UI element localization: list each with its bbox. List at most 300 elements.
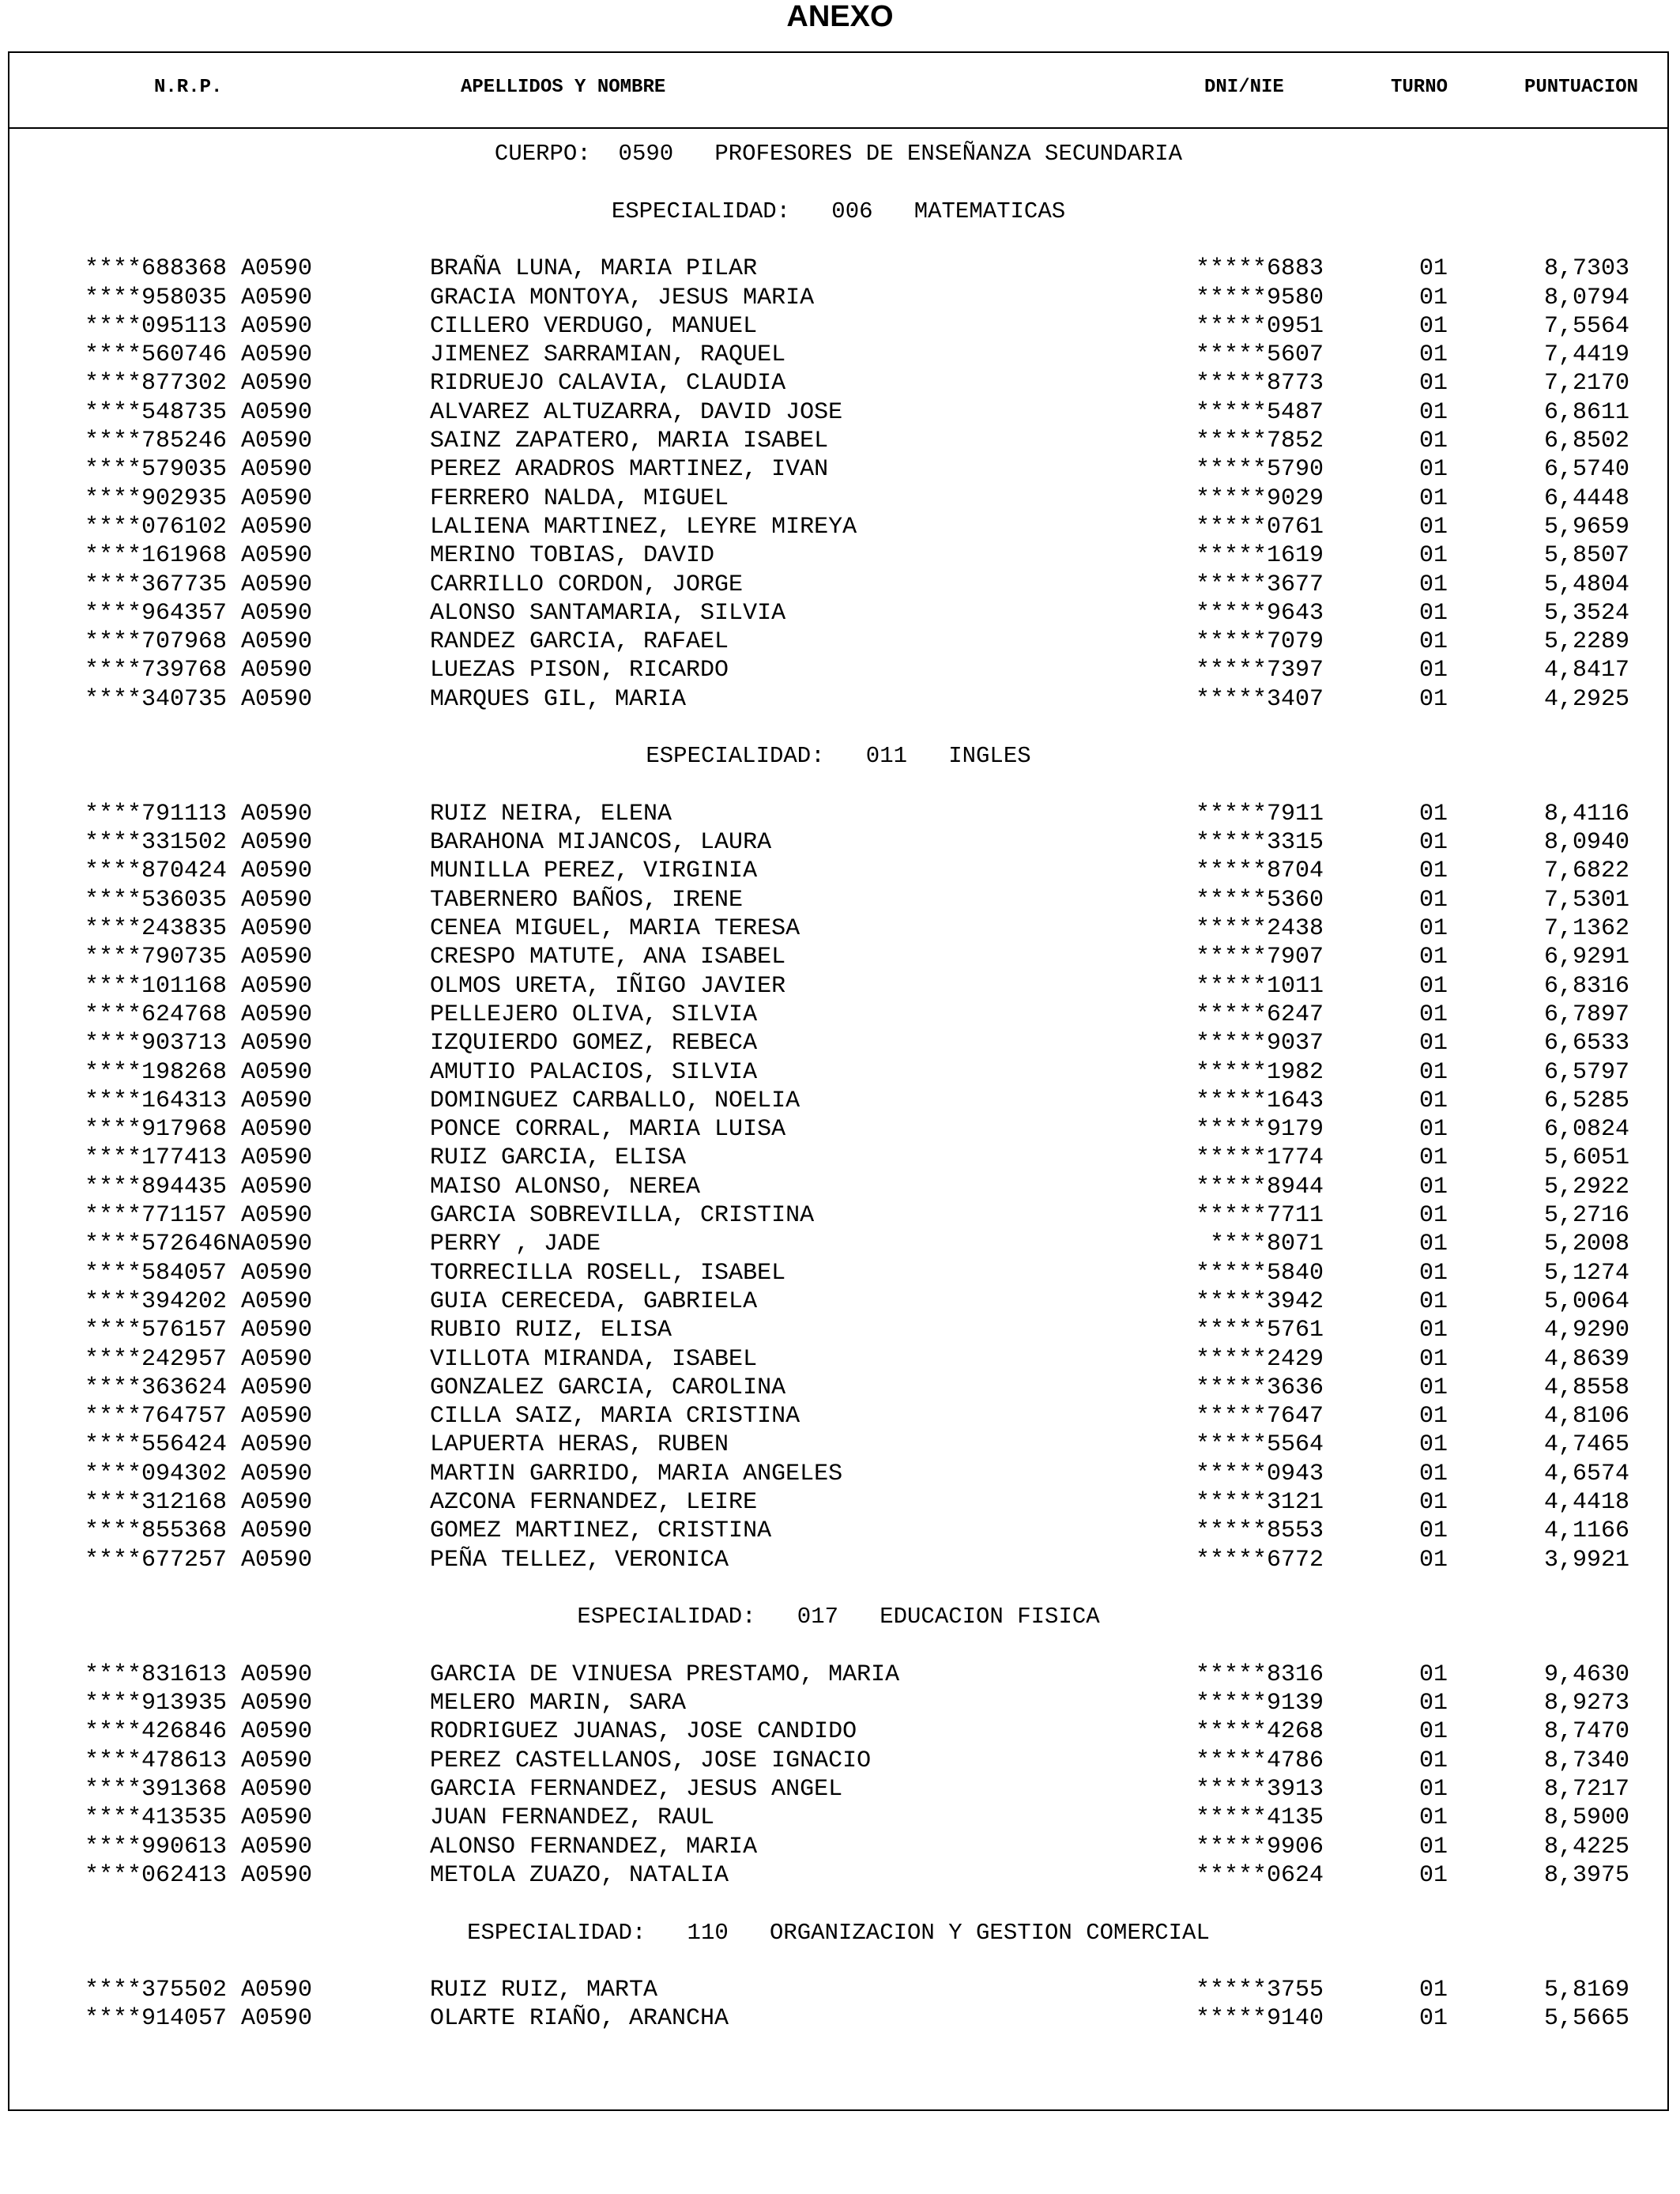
nrp-cell: ****363624 A0590 bbox=[85, 1374, 313, 1401]
name-cell: PEREZ CASTELLANOS, JOSE IGNACIO bbox=[430, 1747, 872, 1774]
name-cell: RUBIO RUIZ, ELISA bbox=[430, 1317, 672, 1344]
table-row bbox=[9, 1144, 1667, 1172]
turno-cell: 01 bbox=[1419, 1690, 1448, 1717]
name-cell: IZQUIERDO GOMEZ, REBECA bbox=[430, 1030, 758, 1057]
nrp-cell: ****536035 A0590 bbox=[85, 887, 313, 914]
table-row bbox=[9, 1976, 1667, 2004]
puntuacion-cell: 8,7217 bbox=[1543, 1776, 1629, 1803]
especialidad-heading: ESPECIALIDAD: 011 INGLES bbox=[646, 743, 1031, 769]
table-row bbox=[9, 1689, 1667, 1717]
nrp-cell: ****478613 A0590 bbox=[85, 1747, 313, 1774]
table-row bbox=[9, 685, 1667, 714]
name-cell: LUEZAS PISON, RICARDO bbox=[430, 657, 729, 684]
dni-cell: *****7907 bbox=[1195, 944, 1324, 971]
nrp-cell: ****375502 A0590 bbox=[85, 1977, 313, 2004]
dni-cell: *****3942 bbox=[1195, 1288, 1324, 1315]
table-row bbox=[9, 1058, 1667, 1087]
dni-cell: *****6247 bbox=[1195, 1001, 1324, 1028]
table-row bbox=[9, 1488, 1667, 1517]
table-row bbox=[9, 312, 1667, 341]
table-row bbox=[9, 513, 1667, 541]
puntuacion-cell: 4,8106 bbox=[1543, 1403, 1629, 1430]
turno-cell: 01 bbox=[1419, 1517, 1448, 1544]
table-row bbox=[9, 455, 1667, 484]
dni-cell: *****8704 bbox=[1195, 858, 1324, 884]
puntuacion-cell: 6,0824 bbox=[1543, 1116, 1629, 1143]
dni-cell: *****7647 bbox=[1195, 1403, 1324, 1430]
turno-cell: 01 bbox=[1419, 1461, 1448, 1487]
table-row bbox=[9, 369, 1667, 398]
dni-cell: *****8553 bbox=[1195, 1517, 1324, 1544]
table-row bbox=[9, 1230, 1667, 1258]
nrp-cell: ****560746 A0590 bbox=[85, 341, 313, 368]
turno-cell: 01 bbox=[1419, 686, 1448, 713]
name-cell: RIDRUEJO CALAVIA, CLAUDIA bbox=[430, 370, 786, 397]
column-header-turno: TURNO bbox=[1391, 77, 1448, 98]
table-row bbox=[9, 1001, 1667, 1029]
table-header bbox=[9, 53, 1667, 129]
table-row bbox=[9, 1345, 1667, 1374]
puntuacion-cell: 5,5665 bbox=[1543, 2005, 1629, 2032]
puntuacion-cell: 7,2170 bbox=[1543, 370, 1629, 397]
turno-cell: 01 bbox=[1419, 801, 1448, 827]
table-row bbox=[9, 1775, 1667, 1804]
turno-cell: 01 bbox=[1419, 1489, 1448, 1516]
table-row bbox=[9, 1316, 1667, 1344]
puntuacion-cell: 6,9291 bbox=[1543, 944, 1629, 971]
table-row bbox=[9, 341, 1667, 369]
turno-cell: 01 bbox=[1419, 1346, 1448, 1373]
nrp-cell: ****831613 A0590 bbox=[85, 1661, 313, 1688]
name-cell: GARCIA FERNANDEZ, JESUS ANGEL bbox=[430, 1776, 843, 1803]
turno-cell: 01 bbox=[1419, 514, 1448, 541]
nrp-cell: ****739768 A0590 bbox=[85, 657, 313, 684]
turno-cell: 01 bbox=[1419, 628, 1448, 655]
name-cell: RUIZ GARCIA, ELISA bbox=[430, 1144, 687, 1171]
name-cell: CILLA SAIZ, MARIA CRISTINA bbox=[430, 1403, 800, 1430]
table-row bbox=[9, 599, 1667, 628]
puntuacion-cell: 8,4225 bbox=[1543, 1834, 1629, 1860]
dni-cell: *****2438 bbox=[1195, 915, 1324, 942]
turno-cell: 01 bbox=[1419, 1661, 1448, 1688]
turno-cell: 01 bbox=[1419, 973, 1448, 1000]
table-row bbox=[9, 1661, 1667, 1689]
puntuacion-cell: 7,1362 bbox=[1543, 915, 1629, 942]
turno-cell: 01 bbox=[1419, 571, 1448, 598]
puntuacion-cell: 4,8558 bbox=[1543, 1374, 1629, 1401]
table-row bbox=[9, 1402, 1667, 1431]
table-row bbox=[9, 2004, 1667, 2033]
puntuacion-cell: 4,1166 bbox=[1543, 1517, 1629, 1544]
name-cell: MAISO ALONSO, NEREA bbox=[430, 1174, 701, 1201]
table-row bbox=[9, 427, 1667, 455]
table-row bbox=[9, 1717, 1667, 1746]
name-cell: TABERNERO BAÑOS, IRENE bbox=[430, 887, 744, 914]
table-row bbox=[9, 656, 1667, 684]
nrp-cell: ****624768 A0590 bbox=[85, 1001, 313, 1028]
nrp-cell: ****894435 A0590 bbox=[85, 1174, 313, 1201]
puntuacion-cell: 5,2008 bbox=[1543, 1231, 1629, 1257]
nrp-cell: ****677257 A0590 bbox=[85, 1547, 313, 1574]
turno-cell: 01 bbox=[1419, 2005, 1448, 2032]
nrp-cell: ****576157 A0590 bbox=[85, 1317, 313, 1344]
dni-cell: *****5840 bbox=[1195, 1260, 1324, 1287]
turno-cell: 01 bbox=[1419, 1144, 1448, 1171]
table-row bbox=[9, 1287, 1667, 1316]
dni-cell: *****8944 bbox=[1195, 1174, 1324, 1201]
puntuacion-cell: 9,4630 bbox=[1543, 1661, 1629, 1688]
puntuacion-cell: 4,2925 bbox=[1543, 686, 1629, 713]
name-cell: BRAÑA LUNA, MARIA PILAR bbox=[430, 255, 758, 282]
nrp-cell: ****785246 A0590 bbox=[85, 428, 313, 454]
name-cell: MERINO TOBIAS, DAVID bbox=[430, 542, 715, 569]
nrp-cell: ****413535 A0590 bbox=[85, 1804, 313, 1831]
table-row bbox=[9, 1201, 1667, 1230]
turno-cell: 01 bbox=[1419, 1202, 1448, 1229]
dni-cell: *****3677 bbox=[1195, 571, 1324, 598]
especialidad-heading: ESPECIALIDAD: 017 EDUCACION FISICA bbox=[577, 1604, 1100, 1630]
name-cell: MUNILLA PEREZ, VIRGINIA bbox=[430, 858, 758, 884]
nrp-cell: ****914057 A0590 bbox=[85, 2005, 313, 2032]
nrp-cell: ****312168 A0590 bbox=[85, 1489, 313, 1516]
turno-cell: 01 bbox=[1419, 1776, 1448, 1803]
puntuacion-cell: 5,2289 bbox=[1543, 628, 1629, 655]
dni-cell: *****3121 bbox=[1195, 1489, 1324, 1516]
dni-cell: *****7852 bbox=[1195, 428, 1324, 454]
table-row bbox=[9, 571, 1667, 599]
puntuacion-cell: 6,5797 bbox=[1543, 1059, 1629, 1086]
table-row bbox=[9, 828, 1667, 857]
table-row bbox=[9, 1517, 1667, 1545]
name-cell: ALVAREZ ALTUZARRA, DAVID JOSE bbox=[430, 399, 843, 426]
name-cell: PEÑA TELLEZ, VERONICA bbox=[430, 1547, 729, 1574]
name-cell: JIMENEZ SARRAMIAN, RAQUEL bbox=[430, 341, 786, 368]
name-cell: METOLA ZUAZO, NATALIA bbox=[430, 1862, 729, 1889]
dni-cell: *****6883 bbox=[1195, 255, 1324, 282]
dni-cell: *****0624 bbox=[1195, 1862, 1324, 1889]
turno-cell: 01 bbox=[1419, 1747, 1448, 1774]
nrp-cell: ****243835 A0590 bbox=[85, 915, 313, 942]
nrp-cell: ****870424 A0590 bbox=[85, 858, 313, 884]
column-header-name: APELLIDOS Y NOMBRE bbox=[461, 77, 666, 98]
name-cell: FERRERO NALDA, MIGUEL bbox=[430, 485, 729, 512]
turno-cell: 01 bbox=[1419, 1374, 1448, 1401]
table-row bbox=[9, 800, 1667, 828]
nrp-cell: ****394202 A0590 bbox=[85, 1288, 313, 1315]
name-cell: PEREZ ARADROS MARTINEZ, IVAN bbox=[430, 456, 829, 483]
dni-cell: *****1643 bbox=[1195, 1088, 1324, 1114]
dni-cell: *****6772 bbox=[1195, 1547, 1324, 1574]
dni-cell: *****3636 bbox=[1195, 1374, 1324, 1401]
turno-cell: 01 bbox=[1419, 1231, 1448, 1257]
puntuacion-cell: 6,7897 bbox=[1543, 1001, 1629, 1028]
dni-cell: *****9139 bbox=[1195, 1690, 1324, 1717]
dni-cell: *****4135 bbox=[1195, 1804, 1324, 1831]
table-row bbox=[9, 1804, 1667, 1832]
column-header-nrp: N.R.P. bbox=[154, 77, 223, 98]
dni-cell: *****2429 bbox=[1195, 1346, 1324, 1373]
especialidad-heading: ESPECIALIDAD: 006 MATEMATICAS bbox=[611, 198, 1066, 224]
name-cell: RANDEZ GARCIA, RAFAEL bbox=[430, 628, 729, 655]
puntuacion-cell: 7,4419 bbox=[1543, 341, 1629, 368]
nrp-cell: ****790735 A0590 bbox=[85, 944, 313, 971]
turno-cell: 01 bbox=[1419, 485, 1448, 512]
turno-cell: 01 bbox=[1419, 1403, 1448, 1430]
dni-cell: *****7079 bbox=[1195, 628, 1324, 655]
column-header-puntuacion: PUNTUACION bbox=[1524, 77, 1639, 98]
table-row bbox=[9, 857, 1667, 885]
name-cell: SAINZ ZAPATERO, MARIA ISABEL bbox=[430, 428, 829, 454]
dni-cell: *****3913 bbox=[1195, 1776, 1324, 1803]
turno-cell: 01 bbox=[1419, 1862, 1448, 1889]
name-cell: GARCIA DE VINUESA PRESTAMO, MARIA bbox=[430, 1661, 900, 1688]
table-row bbox=[9, 972, 1667, 1001]
puntuacion-cell: 8,0794 bbox=[1543, 285, 1629, 311]
puntuacion-cell: 4,8417 bbox=[1543, 657, 1629, 684]
turno-cell: 01 bbox=[1419, 1977, 1448, 2004]
puntuacion-cell: 6,6533 bbox=[1543, 1030, 1629, 1057]
name-cell: AMUTIO PALACIOS, SILVIA bbox=[430, 1059, 758, 1086]
turno-cell: 01 bbox=[1419, 399, 1448, 426]
nrp-cell: ****855368 A0590 bbox=[85, 1517, 313, 1544]
puntuacion-cell: 8,9273 bbox=[1543, 1690, 1629, 1717]
table-row bbox=[9, 1460, 1667, 1488]
puntuacion-cell: 5,4804 bbox=[1543, 571, 1629, 598]
table-row bbox=[9, 541, 1667, 570]
nrp-cell: ****990613 A0590 bbox=[85, 1834, 313, 1860]
column-header-dni: DNI/NIE bbox=[1204, 77, 1284, 98]
table-row bbox=[9, 284, 1667, 312]
puntuacion-cell: 8,5900 bbox=[1543, 1804, 1629, 1831]
dni-cell: *****8773 bbox=[1195, 370, 1324, 397]
nrp-cell: ****094302 A0590 bbox=[85, 1461, 313, 1487]
puntuacion-cell: 6,8611 bbox=[1543, 399, 1629, 426]
name-cell: LALIENA MARTINEZ, LEYRE MIREYA bbox=[430, 514, 857, 541]
dni-cell: *****4786 bbox=[1195, 1747, 1324, 1774]
cuerpo-heading: CUERPO: 0590 PROFESORES DE ENSEÑANZA SECUNDARIA bbox=[494, 141, 1183, 167]
puntuacion-cell: 6,5285 bbox=[1543, 1088, 1629, 1114]
dni-cell: *****3315 bbox=[1195, 829, 1324, 856]
table-row bbox=[9, 886, 1667, 914]
dni-cell: *****3407 bbox=[1195, 686, 1324, 713]
turno-cell: 01 bbox=[1419, 255, 1448, 282]
dni-cell: *****9580 bbox=[1195, 285, 1324, 311]
puntuacion-cell: 4,8639 bbox=[1543, 1346, 1629, 1373]
nrp-cell: ****340735 A0590 bbox=[85, 686, 313, 713]
puntuacion-cell: 5,3524 bbox=[1543, 600, 1629, 627]
dni-cell: *****0951 bbox=[1195, 313, 1324, 340]
turno-cell: 01 bbox=[1419, 657, 1448, 684]
table-row bbox=[9, 398, 1667, 427]
puntuacion-cell: 4,9290 bbox=[1543, 1317, 1629, 1344]
puntuacion-cell: 8,7303 bbox=[1543, 255, 1629, 282]
dni-cell: *****8316 bbox=[1195, 1661, 1324, 1688]
dni-cell: *****5761 bbox=[1195, 1317, 1324, 1344]
nrp-cell: ****791113 A0590 bbox=[85, 801, 313, 827]
dni-cell: *****4268 bbox=[1195, 1718, 1324, 1745]
table-row bbox=[9, 1115, 1667, 1144]
nrp-cell: ****579035 A0590 bbox=[85, 456, 313, 483]
turno-cell: 01 bbox=[1419, 1288, 1448, 1315]
turno-cell: 01 bbox=[1419, 428, 1448, 454]
puntuacion-cell: 5,0064 bbox=[1543, 1288, 1629, 1315]
table-row bbox=[9, 1747, 1667, 1775]
puntuacion-cell: 4,4418 bbox=[1543, 1489, 1629, 1516]
puntuacion-cell: 5,9659 bbox=[1543, 514, 1629, 541]
dni-cell: *****9037 bbox=[1195, 1030, 1324, 1057]
nrp-cell: ****572646NA0590 bbox=[85, 1231, 313, 1257]
turno-cell: 01 bbox=[1419, 313, 1448, 340]
dni-cell: *****5790 bbox=[1195, 456, 1324, 483]
table-row bbox=[9, 1833, 1667, 1861]
nrp-cell: ****556424 A0590 bbox=[85, 1431, 313, 1458]
puntuacion-cell: 8,7340 bbox=[1543, 1747, 1629, 1774]
dni-cell: *****7911 bbox=[1195, 801, 1324, 827]
nrp-cell: ****198268 A0590 bbox=[85, 1059, 313, 1086]
nrp-cell: ****771157 A0590 bbox=[85, 1202, 313, 1229]
dni-cell: *****9029 bbox=[1195, 485, 1324, 512]
puntuacion-cell: 8,4116 bbox=[1543, 801, 1629, 827]
turno-cell: 01 bbox=[1419, 915, 1448, 942]
table-row bbox=[9, 1431, 1667, 1459]
name-cell: CENEA MIGUEL, MARIA TERESA bbox=[430, 915, 800, 942]
nrp-cell: ****707968 A0590 bbox=[85, 628, 313, 655]
puntuacion-cell: 8,7470 bbox=[1543, 1718, 1629, 1745]
puntuacion-cell: 5,2922 bbox=[1543, 1174, 1629, 1201]
puntuacion-cell: 7,6822 bbox=[1543, 858, 1629, 884]
table-row bbox=[9, 914, 1667, 943]
turno-cell: 01 bbox=[1419, 829, 1448, 856]
table-row bbox=[9, 1546, 1667, 1574]
turno-cell: 01 bbox=[1419, 1804, 1448, 1831]
name-cell: GUIA CERECEDA, GABRIELA bbox=[430, 1288, 758, 1315]
name-cell: RUIZ NEIRA, ELENA bbox=[430, 801, 672, 827]
dni-cell: *****9906 bbox=[1195, 1834, 1324, 1860]
puntuacion-cell: 7,5564 bbox=[1543, 313, 1629, 340]
dni-cell: *****9179 bbox=[1195, 1116, 1324, 1143]
turno-cell: 01 bbox=[1419, 944, 1448, 971]
table-row bbox=[9, 484, 1667, 513]
puntuacion-cell: 6,4448 bbox=[1543, 485, 1629, 512]
nrp-cell: ****964357 A0590 bbox=[85, 600, 313, 627]
table-row bbox=[9, 943, 1667, 971]
nrp-cell: ****062413 A0590 bbox=[85, 1862, 313, 1889]
name-cell: AZCONA FERNANDEZ, LEIRE bbox=[430, 1489, 758, 1516]
turno-cell: 01 bbox=[1419, 1001, 1448, 1028]
nrp-cell: ****331502 A0590 bbox=[85, 829, 313, 856]
turno-cell: 01 bbox=[1419, 1174, 1448, 1201]
dni-cell: *****5360 bbox=[1195, 887, 1324, 914]
name-cell: MARTIN GARRIDO, MARIA ANGELES bbox=[430, 1461, 843, 1487]
table-row bbox=[9, 1029, 1667, 1057]
name-cell: OLMOS URETA, IÑIGO JAVIER bbox=[430, 973, 786, 1000]
nrp-cell: ****917968 A0590 bbox=[85, 1116, 313, 1143]
turno-cell: 01 bbox=[1419, 600, 1448, 627]
table-row bbox=[9, 254, 1667, 283]
turno-cell: 01 bbox=[1419, 370, 1448, 397]
table-row bbox=[9, 1259, 1667, 1287]
name-cell: CILLERO VERDUGO, MANUEL bbox=[430, 313, 758, 340]
name-cell: GOMEZ MARTINEZ, CRISTINA bbox=[430, 1517, 772, 1544]
turno-cell: 01 bbox=[1419, 1431, 1448, 1458]
puntuacion-cell: 8,0940 bbox=[1543, 829, 1629, 856]
nrp-cell: ****903713 A0590 bbox=[85, 1030, 313, 1057]
table-row bbox=[9, 1861, 1667, 1890]
nrp-cell: ****426846 A0590 bbox=[85, 1718, 313, 1745]
puntuacion-cell: 6,8502 bbox=[1543, 428, 1629, 454]
name-cell: PONCE CORRAL, MARIA LUISA bbox=[430, 1116, 786, 1143]
name-cell: GRACIA MONTOYA, JESUS MARIA bbox=[430, 285, 815, 311]
name-cell: CARRILLO CORDON, JORGE bbox=[430, 571, 744, 598]
turno-cell: 01 bbox=[1419, 1834, 1448, 1860]
turno-cell: 01 bbox=[1419, 542, 1448, 569]
turno-cell: 01 bbox=[1419, 1088, 1448, 1114]
page-title: ANEXO bbox=[786, 0, 894, 33]
turno-cell: 01 bbox=[1419, 1116, 1448, 1143]
annex-table bbox=[8, 51, 1669, 2111]
dni-cell: *****0761 bbox=[1195, 514, 1324, 541]
nrp-cell: ****902935 A0590 bbox=[85, 485, 313, 512]
name-cell: OLARTE RIAÑO, ARANCHA bbox=[430, 2005, 729, 2032]
turno-cell: 01 bbox=[1419, 456, 1448, 483]
puntuacion-cell: 5,6051 bbox=[1543, 1144, 1629, 1171]
turno-cell: 01 bbox=[1419, 341, 1448, 368]
puntuacion-cell: 6,8316 bbox=[1543, 973, 1629, 1000]
puntuacion-cell: 5,8507 bbox=[1543, 542, 1629, 569]
nrp-cell: ****913935 A0590 bbox=[85, 1690, 313, 1717]
name-cell: MELERO MARIN, SARA bbox=[430, 1690, 687, 1717]
name-cell: MARQUES GIL, MARIA bbox=[430, 686, 687, 713]
table-row bbox=[9, 1173, 1667, 1201]
dni-cell: ****8071 bbox=[1209, 1231, 1324, 1257]
turno-cell: 01 bbox=[1419, 1547, 1448, 1574]
puntuacion-cell: 4,6574 bbox=[1543, 1461, 1629, 1487]
turno-cell: 01 bbox=[1419, 1317, 1448, 1344]
puntuacion-cell: 6,5740 bbox=[1543, 456, 1629, 483]
dni-cell: *****9643 bbox=[1195, 600, 1324, 627]
dni-cell: *****3755 bbox=[1195, 1977, 1324, 2004]
puntuacion-cell: 5,8169 bbox=[1543, 1977, 1629, 2004]
name-cell: PERRY , JADE bbox=[430, 1231, 601, 1257]
table-row bbox=[9, 1087, 1667, 1115]
name-cell: GONZALEZ GARCIA, CAROLINA bbox=[430, 1374, 786, 1401]
puntuacion-cell: 5,2716 bbox=[1543, 1202, 1629, 1229]
nrp-cell: ****688368 A0590 bbox=[85, 255, 313, 282]
name-cell: ALONSO FERNANDEZ, MARIA bbox=[430, 1834, 758, 1860]
table-row bbox=[9, 628, 1667, 656]
name-cell: GARCIA SOBREVILLA, CRISTINA bbox=[430, 1202, 815, 1229]
name-cell: BARAHONA MIJANCOS, LAURA bbox=[430, 829, 772, 856]
puntuacion-cell: 7,5301 bbox=[1543, 887, 1629, 914]
name-cell: CRESPO MATUTE, ANA ISABEL bbox=[430, 944, 786, 971]
table-row bbox=[9, 1374, 1667, 1402]
nrp-cell: ****161968 A0590 bbox=[85, 542, 313, 569]
name-cell: RODRIGUEZ JUANAS, JOSE CANDIDO bbox=[430, 1718, 857, 1745]
name-cell: ALONSO SANTAMARIA, SILVIA bbox=[430, 600, 786, 627]
dni-cell: *****1774 bbox=[1195, 1144, 1324, 1171]
name-cell: DOMINGUEZ CARBALLO, NOELIA bbox=[430, 1088, 800, 1114]
dni-cell: *****5487 bbox=[1195, 399, 1324, 426]
nrp-cell: ****164313 A0590 bbox=[85, 1088, 313, 1114]
dni-cell: *****5607 bbox=[1195, 341, 1324, 368]
nrp-cell: ****177413 A0590 bbox=[85, 1144, 313, 1171]
nrp-cell: ****764757 A0590 bbox=[85, 1403, 313, 1430]
puntuacion-cell: 8,3975 bbox=[1543, 1862, 1629, 1889]
dni-cell: *****9140 bbox=[1195, 2005, 1324, 2032]
dni-cell: *****1011 bbox=[1195, 973, 1324, 1000]
turno-cell: 01 bbox=[1419, 1718, 1448, 1745]
name-cell: PELLEJERO OLIVA, SILVIA bbox=[430, 1001, 758, 1028]
